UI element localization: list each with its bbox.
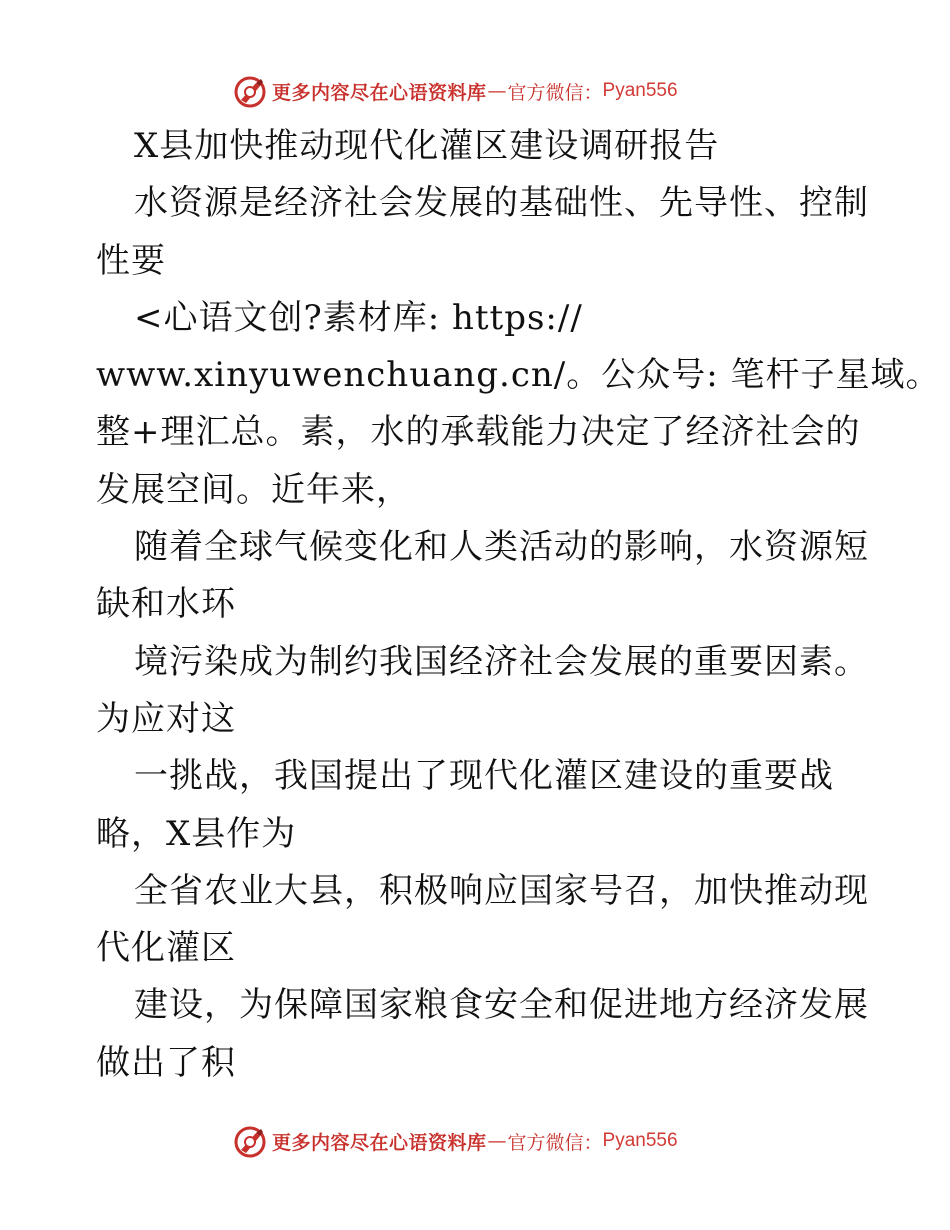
wechat-id: Pyan556: [602, 80, 678, 101]
pen-logo-icon: [232, 73, 268, 109]
wechat-label: 官方微信：: [507, 81, 603, 104]
document-body: [96, 118, 941, 1092]
paragraph-line: <心语文创?素材库: https://: [134, 297, 583, 338]
paragraph-line: 发展空间。近年来，: [96, 469, 411, 510]
paragraph-line: 做出了积: [96, 1042, 236, 1083]
paragraph-line: 全省农业大县，积极响应国家号召，加快推动现: [134, 870, 869, 911]
banner-title: 更多内容尽在心语资料库: [272, 1131, 487, 1154]
wechat-id: Pyan556: [602, 1130, 678, 1151]
banner-separator: —: [487, 80, 507, 102]
wechat-label: 官方微信：: [507, 1131, 603, 1154]
paragraph-line: 代化灌区: [96, 928, 236, 969]
banner-title: 更多内容尽在心语资料库: [272, 81, 487, 104]
pen-logo-icon: [232, 1123, 268, 1159]
paragraph-line: 水资源是经济社会发展的基础性、先导性、控制: [134, 183, 869, 224]
paragraph-line: 整+理汇总。素，水的承载能力决定了经济社会的: [96, 412, 861, 453]
paragraph-line: 随着全球气候变化和人类活动的影响，水资源短: [134, 527, 869, 568]
paragraph-line: 境污染成为制约我国经济社会发展的重要因素。: [134, 641, 869, 682]
paragraph-line: 为应对这: [96, 698, 236, 739]
paragraph-line: 一挑战，我国提出了现代化灌区建设的重要战: [134, 756, 834, 797]
paragraph-line: 建设，为保障国家粮食安全和促进地方经济发展: [134, 985, 869, 1026]
paragraph-line: 缺和水环: [96, 584, 236, 625]
banner-separator: —: [487, 1130, 507, 1152]
paragraph-line: 略，X县作为: [96, 813, 297, 854]
header-banner: [232, 71, 678, 111]
paragraph-line: 性要: [96, 240, 166, 281]
footer-banner: [232, 1121, 678, 1161]
paragraph-line: www.xinyuwenchuang.cn/。公众号: 笔杆子星域。: [96, 355, 941, 396]
document-title: X县加快推动现代化灌区建设调研报告: [134, 126, 720, 166]
